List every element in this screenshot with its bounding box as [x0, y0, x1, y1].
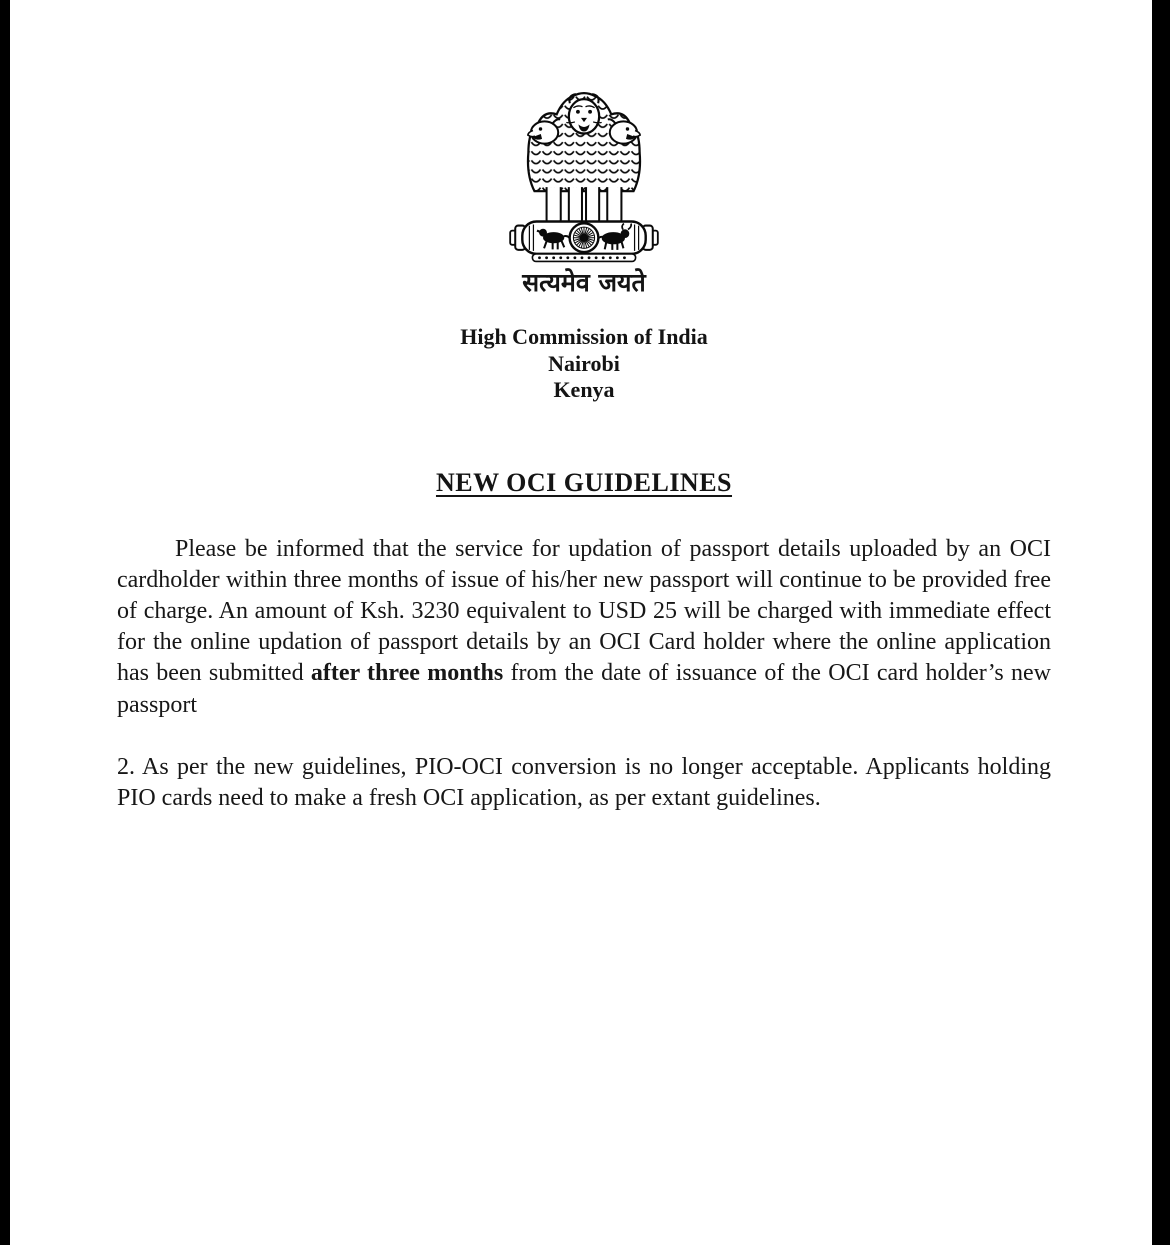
- scan-edge-left: [0, 0, 10, 1245]
- document-content: [117, 0, 1051, 838]
- paragraph-1-text-after: from the date of issuance of the OCI card holder’s new passport: [117, 660, 1051, 718]
- emblem-motto: सत्यमेव जयते: [522, 268, 646, 297]
- letterhead-organization: High Commission of India: [460, 324, 708, 349]
- letterhead-country: Kenya: [553, 377, 615, 402]
- paragraph-1-text: Please be informed that the service for updation of passport details uploaded by an OCI cardholder within three months of issue of his/her new passport will continue to be provided free of charge. An amount of Ksh. 3230 equivalent to USD 25 will be charged with immediate effect for the online updation of passport details by an OCI Card holder where the online application has been submitted: [117, 535, 1051, 687]
- india-emblem-logo: [117, 86, 1051, 264]
- paragraph-2: 2. As per the new guidelines, PIO-OCI conversion is no longer acceptable. Applicants holding PIO cards need to make a fresh OCI application, as per extant guidelines.: [117, 753, 1051, 811]
- letterhead-city: Nairobi: [548, 350, 620, 376]
- scan-edge-right: [1152, 0, 1170, 1245]
- document-title: NEW OCI GUIDELINES: [435, 467, 733, 497]
- paragraph-1-bold-text: after three months: [310, 660, 504, 687]
- paragraph-1: [117, 534, 1051, 721]
- letterhead: [117, 324, 1051, 404]
